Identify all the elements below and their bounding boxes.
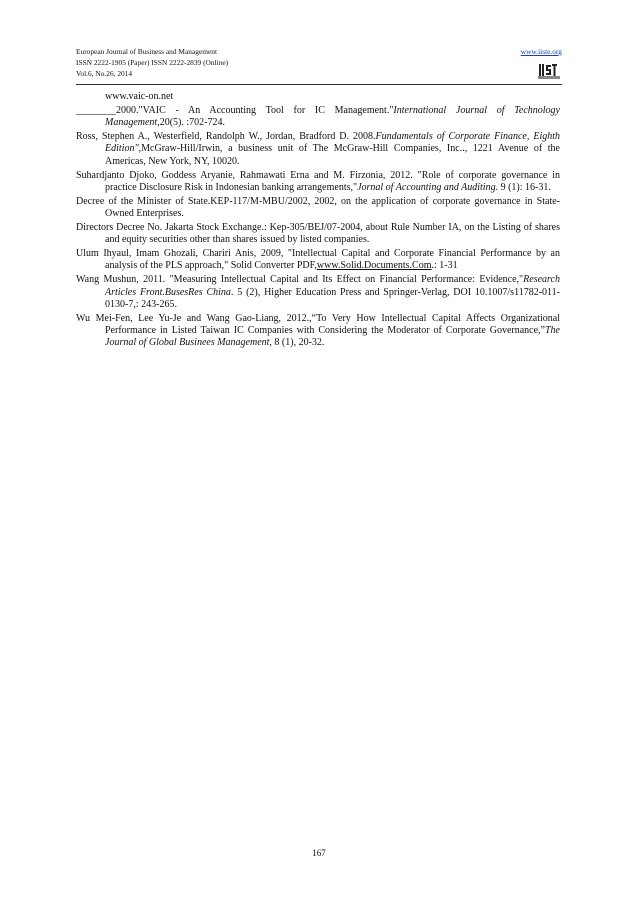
- reference-entry: [76, 248, 560, 273]
- reference-text: www.vaic-on.net: [105, 91, 174, 102]
- reference-text: Decree of the Minister of State.KEP-117/M-MBU/2002, 2002, on the application of corporate governance in State-Owned Enterprises.: [76, 195, 560, 220]
- reference-source-title: Research Articles Front.BusesRes China: [105, 274, 560, 298]
- reference-source-title: Jornal of Accounting and Auditing: [357, 181, 496, 193]
- iiste-logo: [538, 60, 560, 80]
- journal-website-link[interactable]: www.iiste.org: [520, 47, 562, 56]
- page-header: [76, 46, 562, 79]
- reference-text: ,20(5). :702-724.: [157, 117, 225, 129]
- reference-link[interactable]: www.Solid.Documents.Com: [316, 260, 432, 272]
- reference-text: Wang Mushun, 2011. "Measuring Intellectual Capital and Its Effect on Financial Performance: Evidence,": [76, 274, 524, 286]
- reference-text: ________2000."VAIC - An Accounting Tool for IC Management.": [76, 104, 394, 116]
- journal-title: European Journal of Business and Management: [76, 47, 218, 56]
- volume-line: Vol.6, No.26, 2014: [76, 69, 133, 78]
- reference-entry: [76, 313, 560, 350]
- reference-entry: [76, 196, 560, 221]
- reference-text: Suhardjanto Djoko, Goddess Aryanie, Rahmawati Erna and M. Firzonia, 2012. "Role of corporate governance in practice Disclosure Risk in Indonesian banking arrangements,": [76, 169, 560, 193]
- reference-text: . 5 (2), Higher Education Press and Springer-Verlag, DOI 10.1007/s11782-011-0130-7,: 243-265.: [105, 286, 560, 310]
- reference-text: Wu Mei-Fen, Lee Yu-Je and Wang Gao-Liang, 2012.,“To Very How Intellectual Capital Affects Organizational Performance in Listed Taiwan IC Companies with Considering the Moderator of Corporate Governance,”: [76, 312, 560, 337]
- reference-text: . 9 (1): 16-31.: [495, 181, 551, 193]
- reference-entry: [76, 105, 560, 130]
- reference-text: , 8 (1), 20-32.: [269, 337, 325, 349]
- reference-entry: [76, 170, 560, 195]
- reference-text: Directors Decree No. Jakarta Stock Exchange.: Kep-305/BEJ/07-2004, about Rule Number IA, on the Listing of shares and equity securities other than shares issued by listed companies.: [76, 221, 560, 246]
- reference-source-title: Fundamentals of Corporate Finance, Eighth Edition": [105, 131, 560, 155]
- reference-list: [76, 91, 560, 351]
- reference-entry: [76, 91, 560, 103]
- reference-entry: [76, 274, 560, 311]
- reference-text: Ross, Stephen A., Westerfield, Randolph W., Jordan, Bradford D. 2008.: [76, 131, 376, 143]
- header-divider: [76, 84, 562, 85]
- page-number: 167: [312, 848, 326, 858]
- reference-text: ,McGraw-Hill/Irwin, a business unit of The McGraw-Hill Companies, Inc.., 1221 Avenue of the Americas, New York, NY, 10020.: [105, 143, 560, 167]
- reference-entry: [76, 222, 560, 247]
- issn-line: ISSN 2222-1905 (Paper) ISSN 2222-2839 (Online): [76, 58, 229, 67]
- reference-text: Ulum Ihyaul, Imam Ghozali, Chariri Anis, 2009, "Intellectual Capital and Corporate Financial Performance by an analysis of the PLS approach," Solid Converter PDF,: [76, 248, 560, 272]
- reference-entry: [76, 131, 560, 168]
- reference-text: .: 1-31: [431, 260, 458, 272]
- reference-source-title: International Journal of Technology Management: [105, 104, 560, 129]
- reference-source-title: The Journal of Global Businees Management: [105, 325, 560, 349]
